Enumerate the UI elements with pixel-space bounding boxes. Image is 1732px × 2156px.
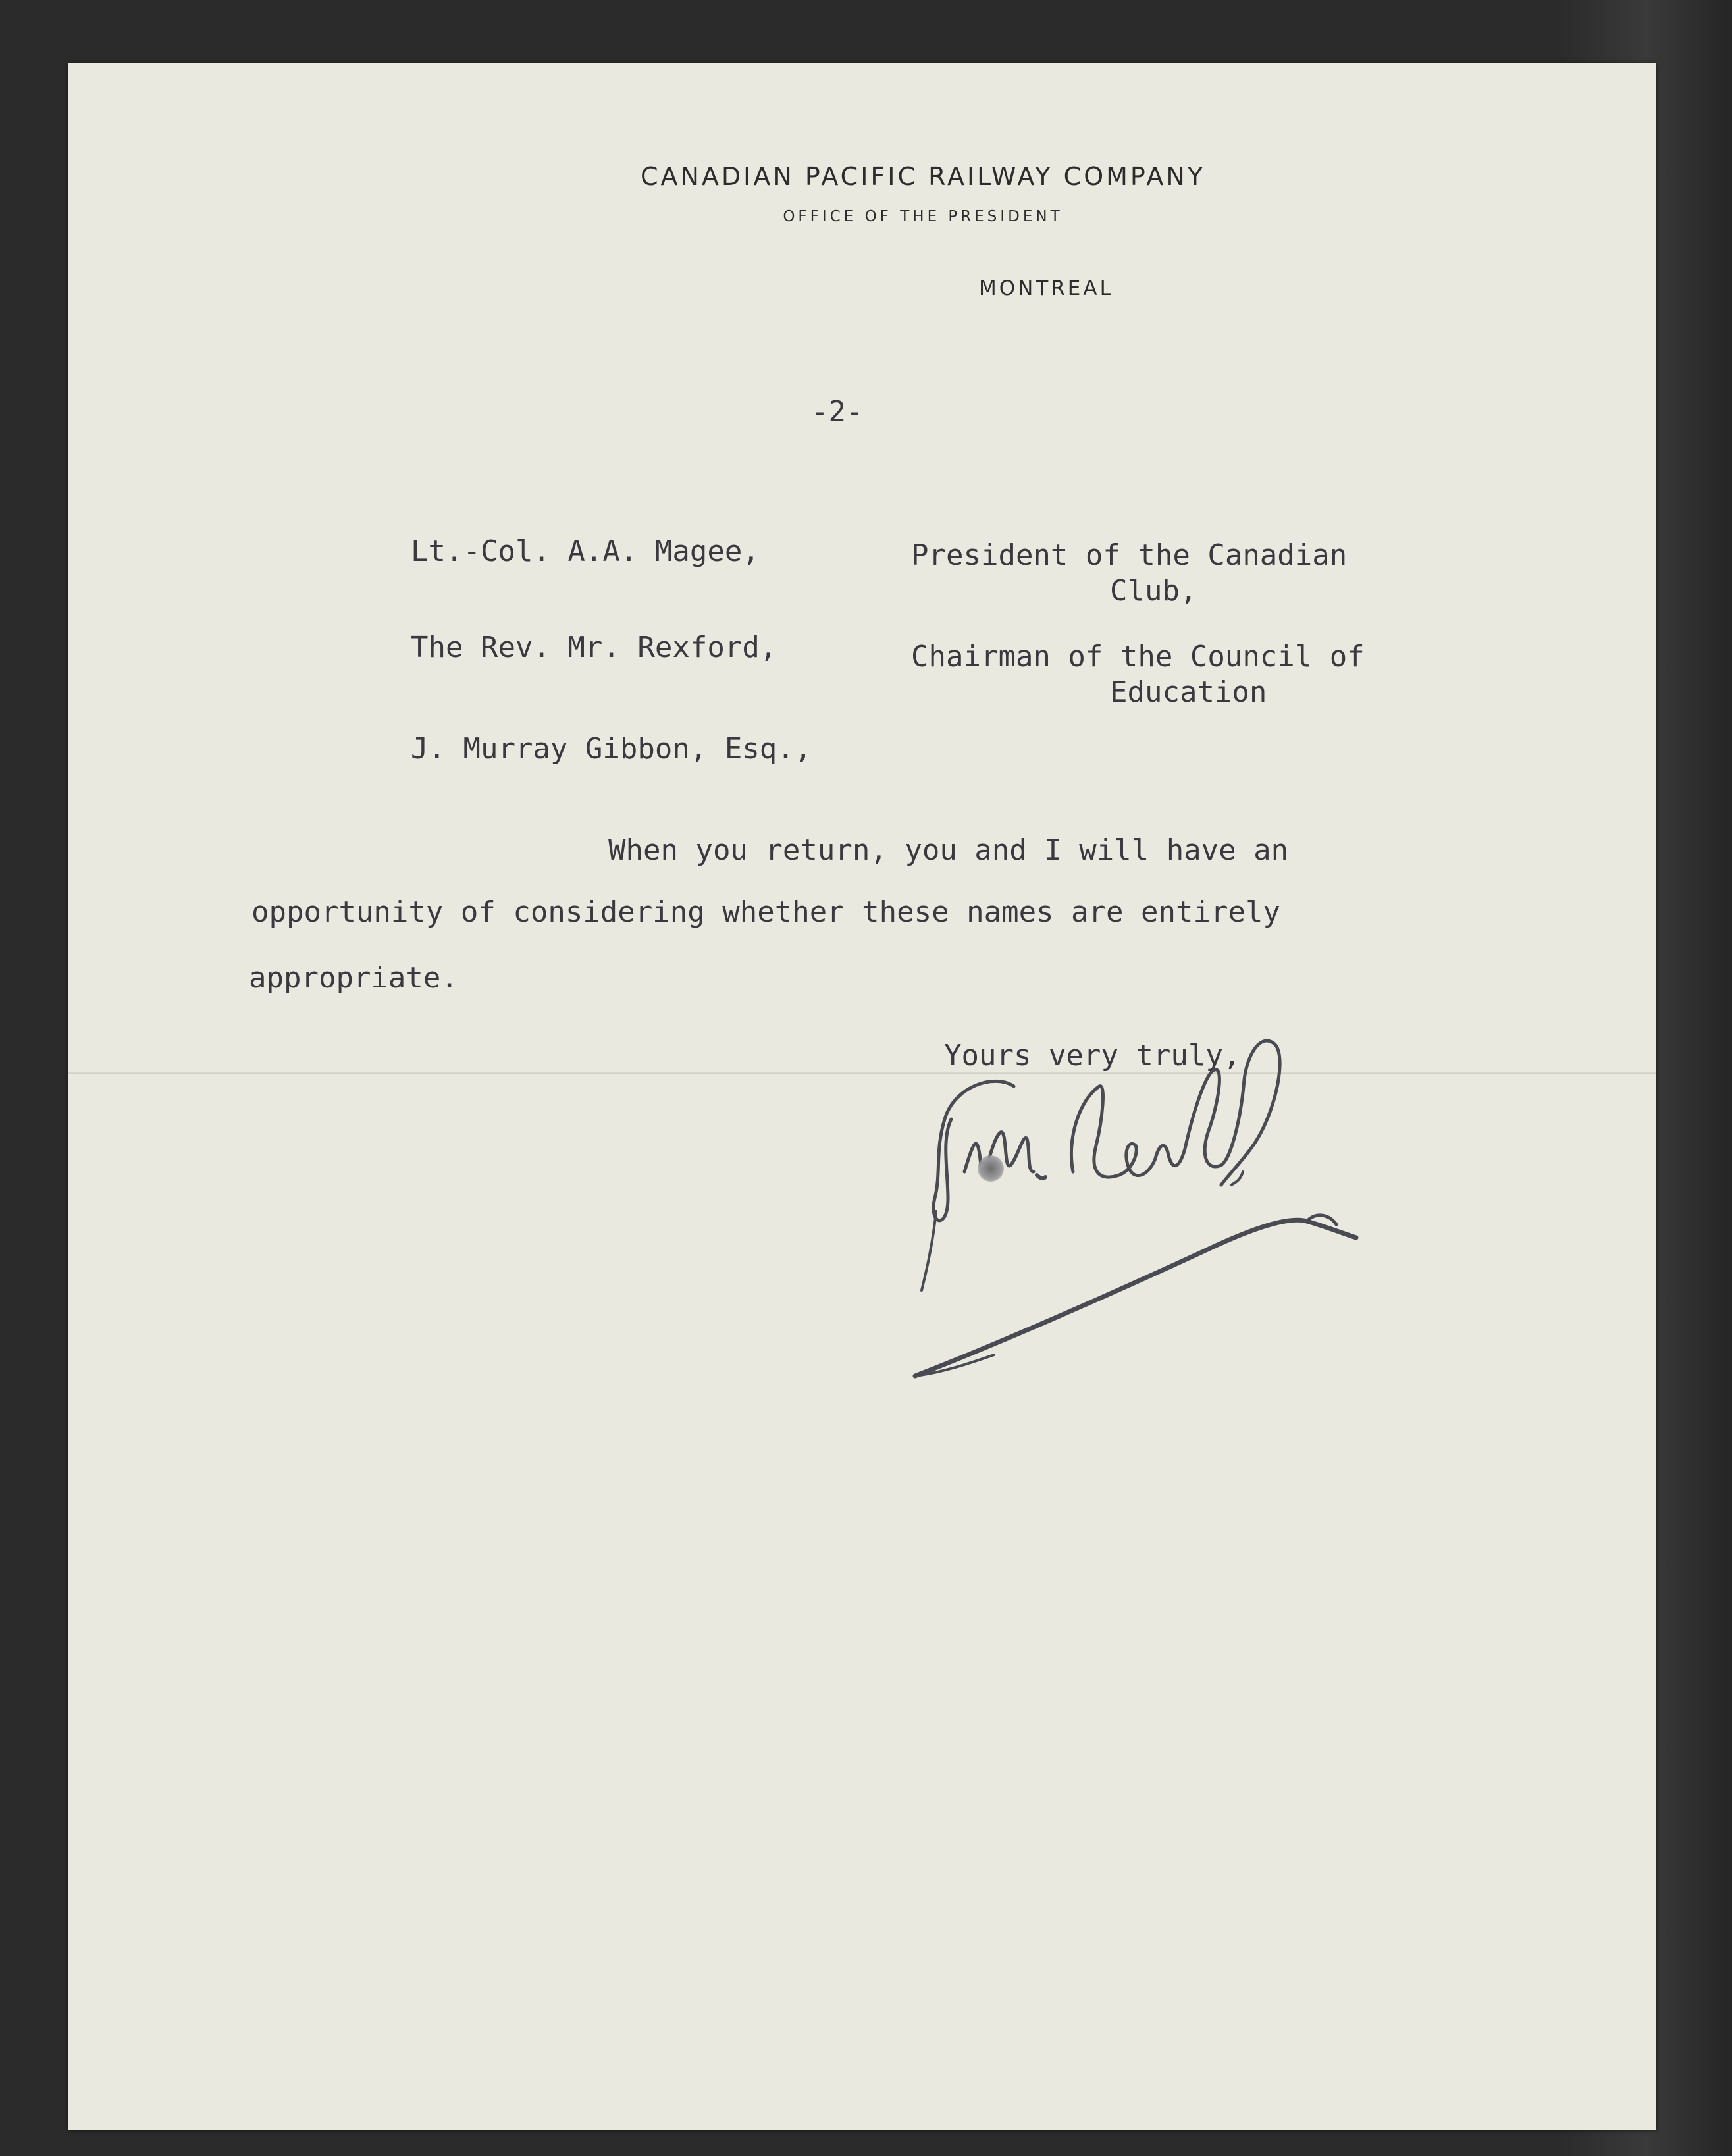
- recipient-3-name: J. Murray Gibbon, Esq.,: [411, 732, 812, 766]
- letterhead-office: OFFICE OF THE PRESIDENT: [783, 208, 1063, 225]
- recipient-2-title-line1: Chairman of the Council of: [911, 640, 1365, 673]
- body-line-2: opportunity of considering whether these names are entirely: [251, 895, 1280, 929]
- letterhead-city: MONTREAL: [979, 276, 1114, 300]
- recipient-1-title-line2: Club,: [1110, 574, 1197, 608]
- body-line-1: When you return, you and I will have an: [608, 833, 1289, 867]
- recipient-2-title-line2: Education: [1110, 675, 1267, 709]
- recipient-1-title-line1: President of the Canadian: [911, 539, 1348, 572]
- ink-blot: [978, 1155, 1004, 1182]
- recipient-1-name: Lt.-Col. A.A. Magee,: [411, 535, 760, 568]
- page-number: -2-: [811, 395, 864, 429]
- letterhead-company: CANADIAN PACIFIC RAILWAY COMPANY: [640, 162, 1206, 191]
- recipient-2-name: The Rev. Mr. Rexford,: [411, 631, 777, 664]
- closing: Yours very truly,: [944, 1039, 1241, 1072]
- body-line-3: appropriate.: [249, 961, 458, 995]
- handwritten-signature: [836, 922, 1429, 1422]
